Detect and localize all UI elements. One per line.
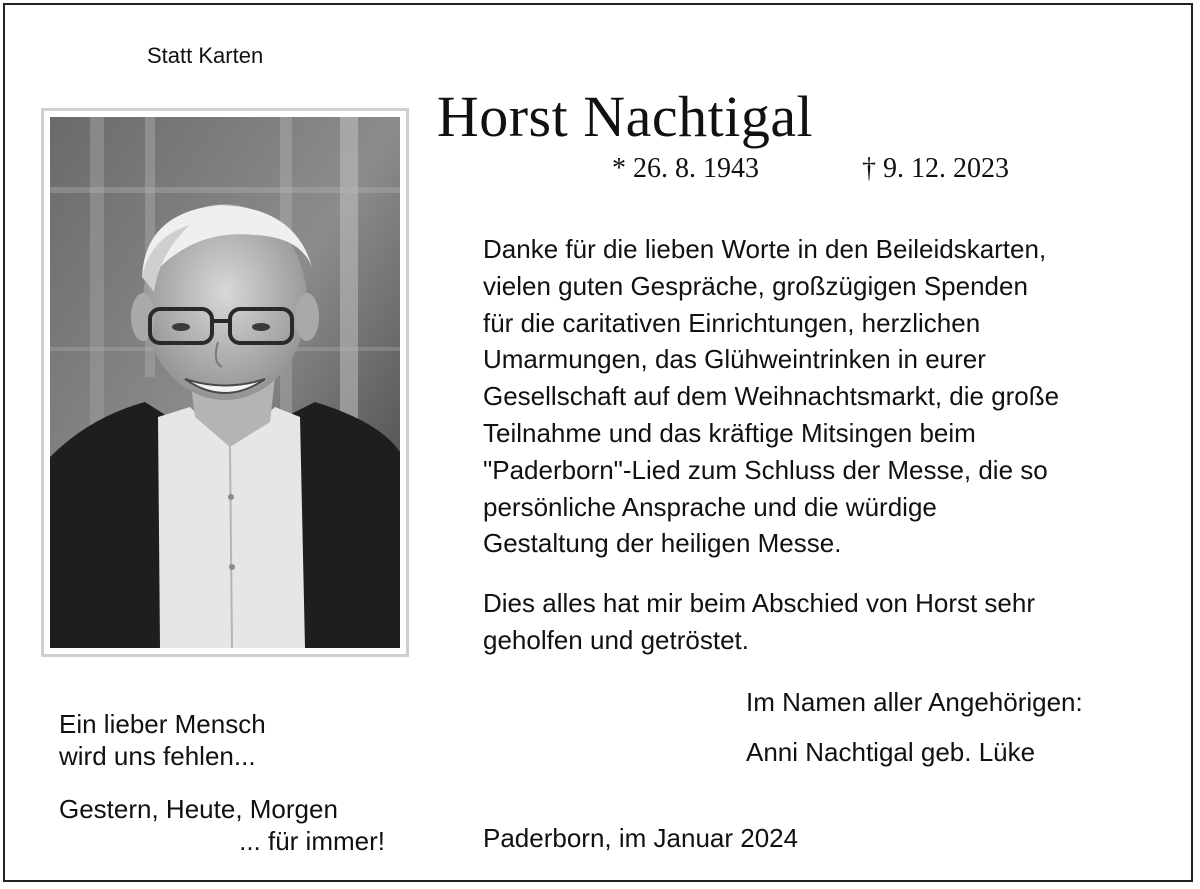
verse-missed xyxy=(59,708,266,772)
thanks-line: für die caritativen Einrichtungen, herzlichen xyxy=(483,307,981,338)
portrait-photo xyxy=(50,117,400,648)
portrait-photo-icon xyxy=(50,117,400,648)
thanks-line: Umarmungen, das Glühweintrinken in eurer xyxy=(483,344,986,375)
birth-date: * 26. 8. 1943 xyxy=(612,153,759,184)
closing-line: Dies alles hat mir beim Abschied von Horst sehr xyxy=(483,588,1036,618)
verse-forever xyxy=(59,793,385,857)
obituary-card xyxy=(3,3,1193,882)
photo-frame xyxy=(41,108,409,657)
verse-line: ... für immer! xyxy=(239,826,385,856)
verse-line: Ein lieber Mensch xyxy=(59,709,266,739)
thanks-line: Teilnahme und das kräftige Mitsingen beim xyxy=(483,417,976,448)
thanks-line: Gesellschaft auf dem Weihnachtsmarkt, die große xyxy=(483,381,1060,412)
verse-line: Gestern, Heute, Morgen xyxy=(59,794,338,824)
signature-name: Anni Nachtigal geb. Lüke xyxy=(746,737,1036,767)
deceased-name: Horst Nachtigal xyxy=(436,84,814,149)
closing-paragraph xyxy=(483,585,1183,659)
thanks-paragraph xyxy=(483,231,1183,562)
header-note: Statt Karten xyxy=(147,43,264,68)
thanks-line: "Paderborn"-Lied zum Schluss der Messe, die so xyxy=(483,454,1048,485)
verse-line: wird uns fehlen... xyxy=(59,741,256,771)
thanks-line: vielen guten Gespräche, großzügigen Spenden xyxy=(483,270,1028,301)
thanks-line: persönliche Ansprache und die würdige xyxy=(483,491,937,522)
death-date: † 9. 12. 2023 xyxy=(862,153,1009,184)
closing-line: geholfen und getröstet. xyxy=(483,624,749,655)
thanks-line: Gestaltung der heiligen Messe. xyxy=(483,528,842,559)
thanks-line: Danke für die lieben Worte in den Beileidskarten, xyxy=(483,234,1047,264)
signature-intro: Im Namen aller Angehörigen: xyxy=(746,687,1083,717)
place-date: Paderborn, im Januar 2024 xyxy=(483,823,799,853)
